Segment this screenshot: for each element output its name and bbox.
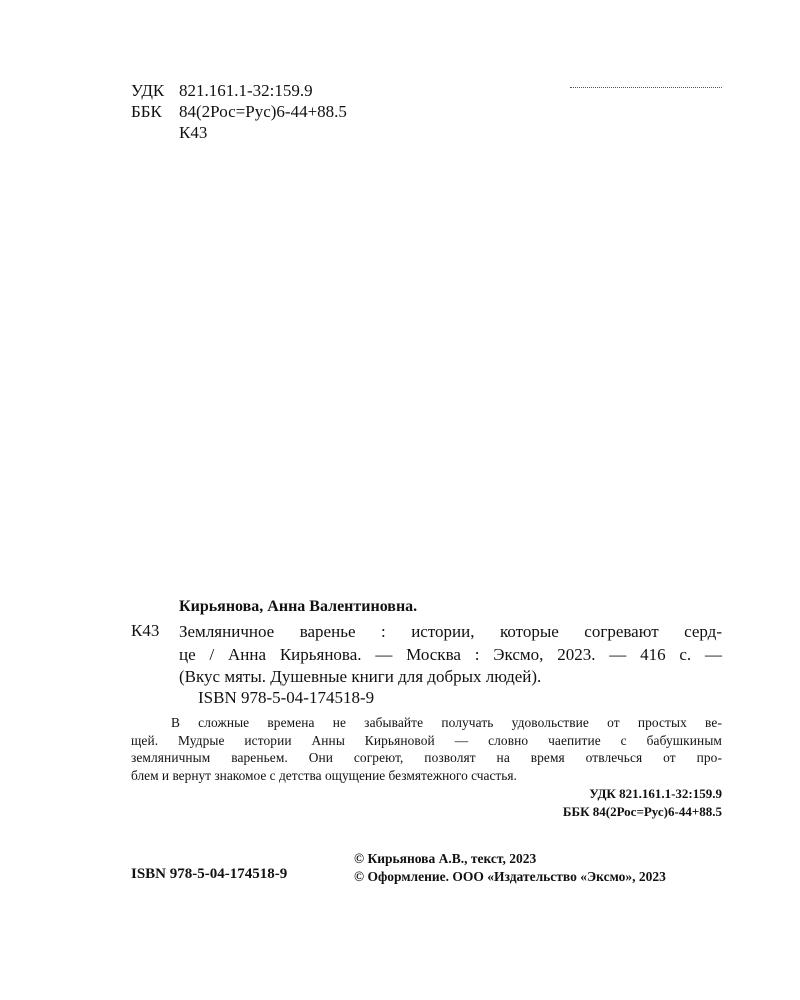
footer-isbn: ISBN 978-5-04-174518-9 (131, 866, 288, 882)
author-mark: К43 (179, 123, 208, 142)
annotation-line: щей. Мудрые истории Анны Кирьяновой — словно чаепитие с бабушкиным (131, 732, 722, 748)
record-author-mark: К43 (131, 621, 160, 640)
record-line: це / Анна Кирьянова. — Москва : Эксмо, 2023. — 416 с. — (179, 644, 722, 664)
record-isbn: ISBN 978-5-04-174518-9 (198, 688, 375, 707)
annotation-line: земляничным вареньем. Они согреют, позволят на время отвлечься от про- (131, 750, 722, 766)
annotation (131, 714, 722, 784)
copyright-text: © Кирьянова А.В., текст, 2023 (354, 851, 537, 866)
copyright-design: © Оформление. ООО «Издательство «Эксмо», 2023 (354, 869, 666, 884)
dotted-rule (570, 87, 722, 88)
annotation-line: блем и вернут знакомое с детства ощущение безмятежного счастья. (131, 767, 517, 783)
annotation-udk: УДК 821.161.1-32:159.9 (589, 786, 722, 801)
annotation-codes (563, 785, 722, 820)
annotation-bbk: ББК 84(2Рос=Рус)6-44+88.5 (562, 803, 722, 819)
record-line: (Вкус мяты. Душевные книги для добрых людей). (179, 667, 542, 686)
record-author: Кирьянова, Анна Валентиновна. (179, 598, 418, 615)
record-description (179, 621, 722, 689)
udk-label: УДК (131, 81, 165, 100)
bbk-label: ББК (131, 102, 162, 121)
annotation-line: В сложные времена не забывайте получать удовольствие от простых ве- (171, 715, 722, 730)
record-line: Земляничное варенье : истории, которые согревают серд- (179, 622, 722, 641)
copyright-block (354, 850, 666, 886)
udk-code: 821.161.1-32:159.9 (179, 81, 313, 100)
bbk-code: 84(2Рос=Рус)6-44+88.5 (179, 102, 347, 121)
